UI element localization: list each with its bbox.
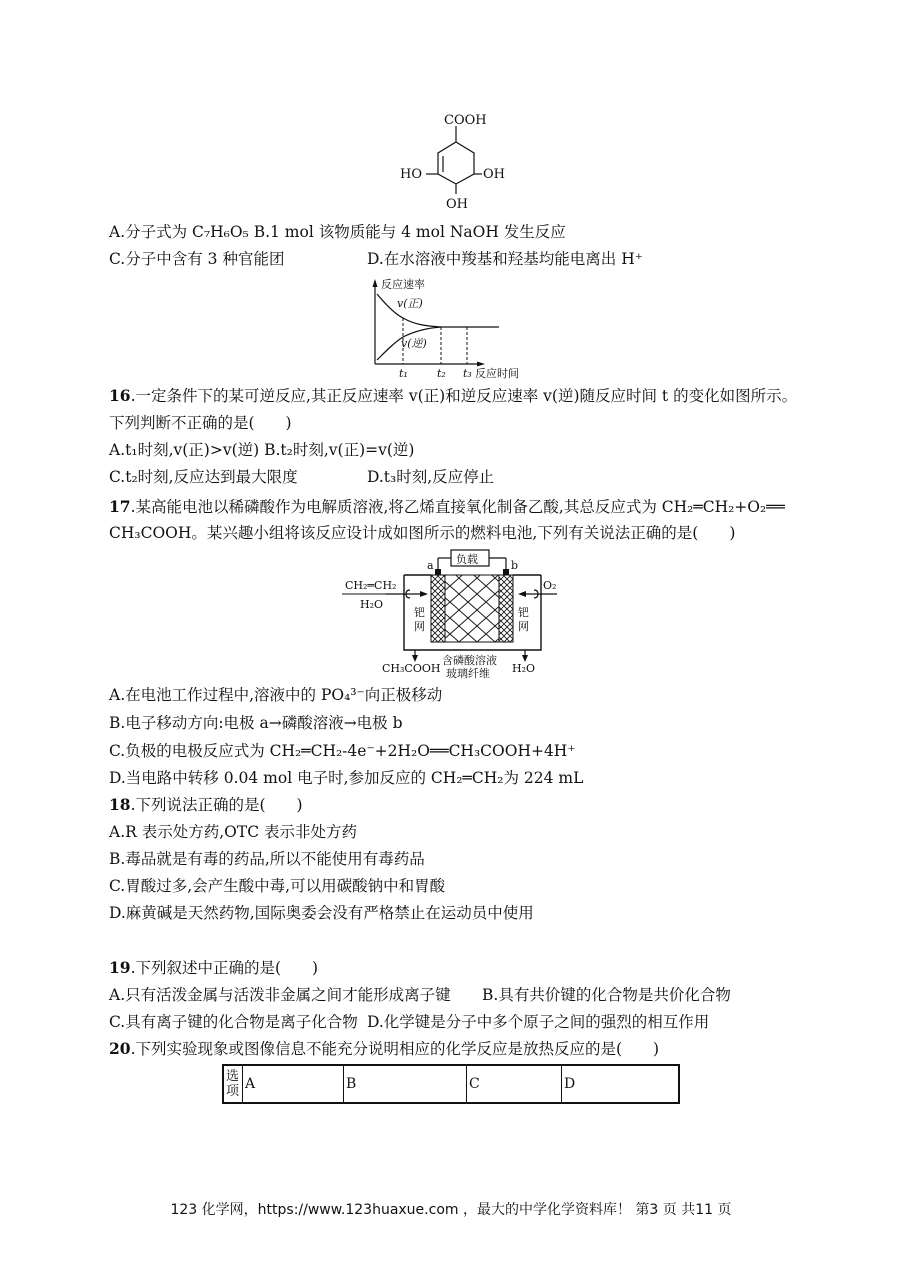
q17-option-b: B.电子移动方向:电极 a→磷酸溶液→电极 b bbox=[109, 714, 403, 732]
q16-stem-line1 bbox=[109, 386, 797, 406]
q18-option-a: A.R 表示处方药,OTC 表示非处方药 bbox=[109, 823, 357, 841]
q16-stem-text: .一定条件下的某可逆反应,其正反应速率 v(正)和逆反应速率 v(逆)随反应时间 t 的变化如图所示。 bbox=[130, 387, 798, 405]
q19-number: 19 bbox=[109, 958, 131, 977]
load-label: 负载 bbox=[456, 553, 478, 566]
right-mesh-label-1: 钯 bbox=[518, 606, 529, 619]
q15-option-line1: A.分子式为 C₇H₆O₅ B.1 mol 该物质能与 4 mol NaOH 发生反应 bbox=[109, 223, 566, 241]
graph-x-label: 反应时间 bbox=[475, 367, 519, 380]
q19-stem-text: .下列叙述中正确的是( ) bbox=[130, 959, 319, 977]
right-mesh-label-2: 网 bbox=[518, 620, 529, 633]
q17-stem-line2: CH₃COOH。某兴趣小组将该反应设计成如图所示的燃料电池,下列有关说法正确的是( ) bbox=[109, 524, 736, 542]
q16-stem-line2: 下列判断不正确的是( ) bbox=[109, 414, 292, 432]
fuel-cell-diagram bbox=[342, 546, 572, 678]
q19-stem bbox=[109, 958, 318, 978]
q20-stem bbox=[109, 1039, 659, 1059]
table-header-c: C bbox=[467, 1065, 562, 1103]
q17-stem-line1 bbox=[109, 497, 785, 517]
q18-stem-text: .下列说法正确的是( ) bbox=[130, 796, 303, 814]
outlet-acetic-acid-label: CH₃COOH bbox=[382, 662, 441, 675]
q19-option-b: B.具有共价键的化合物是共价化合物 bbox=[482, 986, 731, 1004]
q18-option-c: C.胃酸过多,会产生酸中毒,可以用碳酸钠中和胃酸 bbox=[109, 877, 446, 895]
q16-option-d: D.t₃时刻,反应停止 bbox=[367, 468, 495, 486]
graph-tick-t3: t₃ bbox=[463, 367, 472, 380]
q19-option-d: D.化学键是分子中多个原子之间的强烈的相互作用 bbox=[367, 1013, 710, 1031]
q16-number: 16 bbox=[109, 386, 131, 405]
inlet-water-label: H₂O bbox=[360, 598, 384, 611]
q20-options-table bbox=[222, 1064, 680, 1104]
q16-option-c: C.t₂时刻,反应达到最大限度 bbox=[109, 468, 298, 486]
q19-option-a: A.只有活泼金属与活泼非金属之间才能形成离子键 bbox=[109, 986, 451, 1004]
q20-stem-text: .下列实验现象或图像信息不能充分说明相应的化学反应是放热反应的是( ) bbox=[130, 1040, 660, 1058]
inlet-oxygen-label: O₂ bbox=[543, 579, 557, 592]
table-header-b: B bbox=[344, 1065, 467, 1103]
graph-y-label: 反应速率 bbox=[381, 278, 425, 291]
q17-option-a: A.在电池工作过程中,溶液中的 PO₄³⁻向正极移动 bbox=[109, 686, 443, 704]
q15-option-d: D.在水溶液中羧基和羟基均能电离出 H⁺ bbox=[367, 250, 643, 268]
q16-option-line1: A.t₁时刻,v(正)>v(逆) B.t₂时刻,v(正)=v(逆) bbox=[109, 441, 415, 459]
glass-fiber-label: 玻璃纤维 bbox=[446, 667, 490, 680]
outlet-water-label: H₂O bbox=[512, 662, 536, 675]
table-header-option: 选项 bbox=[223, 1065, 243, 1103]
q17-option-d: D.当电路中转移 0.04 mol 电子时,参加反应的 CH₂═CH₂为 224 mL bbox=[109, 769, 584, 787]
q15-option-c: C.分子中含有 3 种官能团 bbox=[109, 250, 285, 268]
q20-number: 20 bbox=[109, 1039, 131, 1058]
molecule-cooh-label: COOH bbox=[444, 113, 487, 128]
page-footer: 123 化学网，https://www.123huaxue.com ，最大的中学化学资料库！ 第3 页 共11 页 bbox=[170, 1202, 732, 1218]
molecule-oh-bottom-label: OH bbox=[446, 197, 468, 212]
solution-label: 含磷酸溶液 bbox=[442, 654, 497, 667]
q18-number: 18 bbox=[109, 795, 131, 814]
q17-stem-text: .某高能电池以稀磷酸作为电解质溶液,将乙烯直接氧化制备乙酸,其总反应式为 CH₂═CH₂+O₂══ bbox=[130, 498, 785, 516]
rate-time-graph bbox=[365, 276, 535, 380]
molecule-ho-label: HO bbox=[400, 167, 422, 182]
graph-reverse-label: v(逆) bbox=[401, 337, 427, 350]
graph-tick-t1: t₁ bbox=[399, 367, 408, 380]
table-header-d: D bbox=[562, 1065, 680, 1103]
molecule-oh-right-label: OH bbox=[483, 167, 505, 182]
graph-tick-t2: t₂ bbox=[437, 367, 446, 380]
q18-stem bbox=[109, 795, 303, 815]
table-header-a: A bbox=[243, 1065, 344, 1103]
molecule-structure bbox=[392, 112, 522, 212]
q18-option-d: D.麻黄碱是天然药物,国际奥委会没有严格禁止在运动员中使用 bbox=[109, 904, 534, 922]
q19-option-c: C.具有离子键的化合物是离子化合物 bbox=[109, 1013, 358, 1031]
left-mesh-label-2: 网 bbox=[414, 620, 425, 633]
q17-option-c: C.负极的电极反应式为 CH₂═CH₂-4e⁻+2H₂O══CH₃COOH+4H⁺ bbox=[109, 742, 576, 760]
electrode-b-label: b bbox=[511, 559, 519, 572]
q17-number: 17 bbox=[109, 497, 131, 516]
electrode-a-label: a bbox=[427, 559, 434, 572]
graph-forward-label: v(正) bbox=[397, 297, 423, 310]
q18-option-b: B.毒品就是有毒的药品,所以不能使用有毒药品 bbox=[109, 850, 425, 868]
table-row bbox=[223, 1065, 679, 1103]
left-mesh-label-1: 钯 bbox=[414, 606, 425, 619]
inlet-ethylene-label: CH₂═CH₂ bbox=[345, 579, 397, 592]
